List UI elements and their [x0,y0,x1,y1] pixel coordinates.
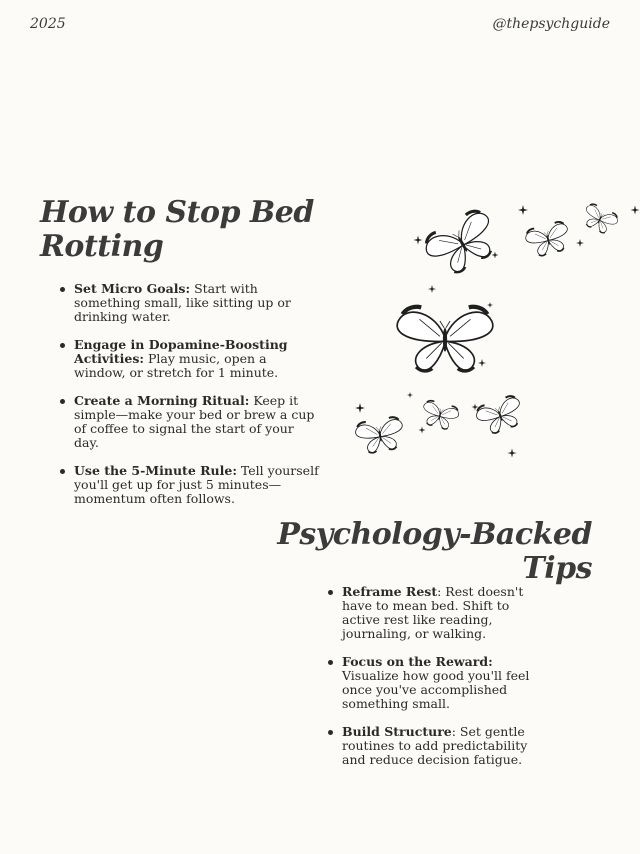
author-handle: @thepsychguide [492,16,610,32]
tip-label: Reframe Rest [342,584,438,599]
section2-tip-list [328,585,533,781]
list-item [328,585,533,641]
list-item [60,464,320,506]
tip-label: Set Micro Goals: [74,281,191,296]
tip-text: : Rest doesn't have to mean bed. Shift to active rest like reading, journaling, or walking. [342,584,524,641]
tip-text: Play music, open a window, or stretch for 1 minute. [74,351,279,380]
year-label: 2025 [30,16,66,32]
butterflies-illustration-icon [350,195,640,470]
list-item [60,394,320,450]
tip-label: Use the 5-Minute Rule: [74,463,237,478]
section2-title: Psychology-Backed Tips [277,517,592,586]
tip-text: Start with something small, like sitting up or drinking water. [74,281,291,324]
list-item [60,338,320,380]
list-item [328,725,533,767]
list-item [328,655,533,711]
tip-text: Visualize how good you'll feel once you've accomplished something small. [342,668,530,711]
list-item [60,282,320,324]
tip-label: Build Structure [342,724,452,739]
tip-label: Focus on the Reward: [342,654,493,669]
section1-tip-list [60,282,320,520]
tip-label: Engage in Dopamine-Boosting Activities: [74,337,288,366]
tip-text: Keep it simple—make your bed or brew a cup of coffee to signal the start of your day. [74,393,315,450]
tip-text: Tell yourself you'll get up for just 5 minutes—momentum often follows. [74,463,319,506]
section1-title: How to Stop Bed Rotting [40,195,314,264]
tip-label: Create a Morning Ritual: [74,393,250,408]
tip-text: : Set gentle routines to add predictability and reduce decision fatigue. [342,724,528,767]
